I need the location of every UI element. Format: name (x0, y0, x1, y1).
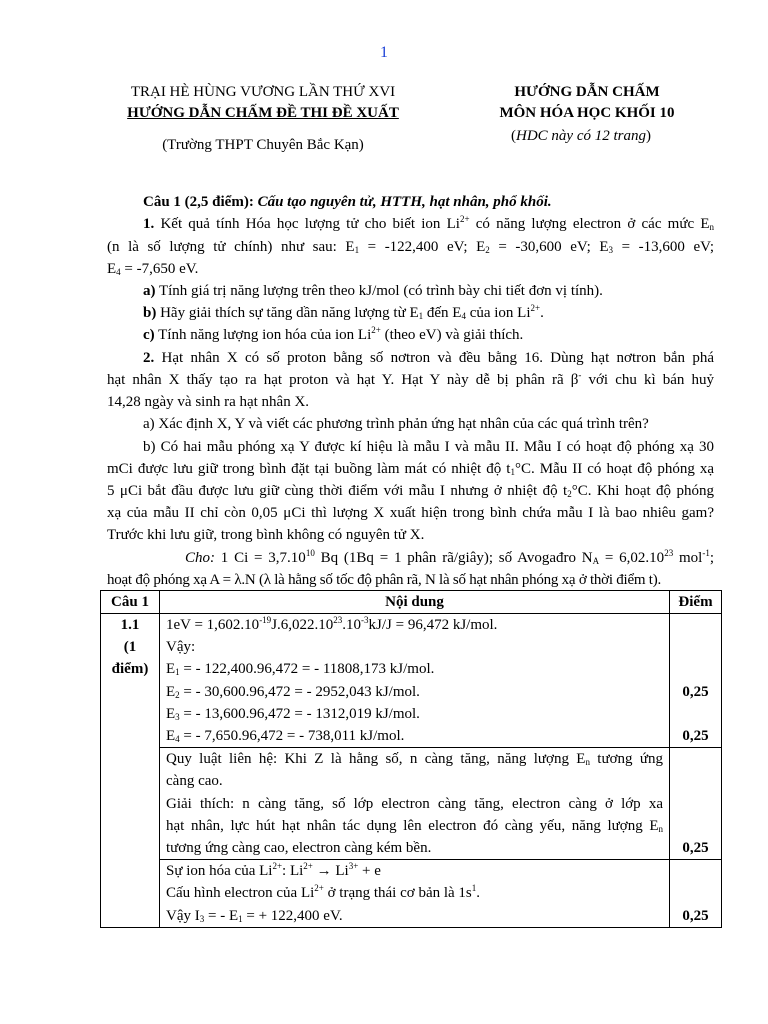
header-right (462, 82, 712, 147)
score-value: 0,25 (682, 839, 709, 856)
header-page-count: (HDC này có 12 trang) (511, 128, 651, 144)
q1-intro-line3: $E_4 = -7,650$ eV. (107, 261, 199, 277)
q1-part-b: b) Hãy giải thích sự tăng dần năng lượng từ $E_1$ đến $E_4$ của ion $Li^{2+}$. (143, 303, 544, 321)
content-line: $E_3$ = - 13,600.96,472 = - 1312,019 kJ/mol. (166, 705, 420, 722)
q2-part-b-line1: b) Có hai mẫu phóng xạ Y được kí hiệu là mẫu I và mẫu II. Mẫu I có hoạt độ phóng xạ 30 (143, 439, 714, 455)
header-subject: MÔN HÓA HỌC KHỐI 10 (499, 105, 675, 121)
given-constants-line1: Cho: 1 $Ci = 3,7.10^{10}$ Bq (1Bq = 1 phân rã/giây); số Avogađro $N_A = 6,02.10^{23}$ mol$^{-1}$; (185, 548, 714, 566)
table-row (101, 860, 722, 928)
content-line: $E_2$ = - 30,600.96,472 = - 2952,043 kJ/mol. (166, 683, 420, 700)
content-line: tương ứng càng cao, electron càng kém bền. (166, 840, 432, 857)
header-score: Điểm (670, 591, 722, 614)
content-line: $1eV = 1,602.10^{-19}J.6,022.10^{23}.10^{-3}kJ/J = 96,472$ kJ/mol. (166, 615, 498, 633)
given-constants-line2: hoạt độ phóng xạ A = λ.N (λ là hằng số tốc độ phân rã, N là số hạt nhân phóng xạ ở thời điểm t). (107, 572, 661, 588)
table-row (101, 614, 722, 748)
header-left (108, 82, 418, 156)
content-cell-1 (160, 614, 670, 748)
header-question: Câu 1 (101, 591, 160, 614)
row-label-num: 1.1 (120, 617, 140, 633)
q1-part-a: a) Tính giá trị năng lượng trên theo kJ/mol (có trình bày chi tiết đơn vị tính). (143, 283, 603, 299)
score-cell-3 (670, 860, 722, 928)
content-line: $E_4$ = - 7,650.96,472 = - 738,011 kJ/mol. (166, 728, 405, 745)
row-label-unit: điểm) (111, 661, 149, 678)
header-guide-title: HƯỚNG DẪN CHẤM (514, 84, 660, 100)
score-cell-2 (670, 748, 722, 860)
content-cell-3 (160, 860, 670, 928)
content-line: Vậy $I_3$ = - $E_1$ = + 122,400 eV. (166, 907, 343, 924)
q2-line1: 2. Hạt nhân X có số proton bằng số nơtron và đều bằng 16. Dùng hạt nơtron bắn phá (143, 350, 714, 366)
q2-part-b-line4: xạ của mẫu II chỉ còn 0,05 μCi thì lượng X xuất hiện trong bình chứa mẫu I là bao nhiêu gam? (107, 505, 714, 521)
content-line: Sự ion hóa của $Li^{2+}$: $Li^{2+} \to Li^{3+} + e$ (166, 861, 381, 880)
page-number: 1 (380, 44, 388, 61)
header-doc-title: HƯỚNG DẪN CHẤM ĐỀ THI ĐỀ XUẤT (127, 105, 399, 121)
header-content: Nội dung (160, 591, 670, 614)
question-title: Câu 1 (2,5 điểm): Cấu tạo nguyên tử, HTTH, hạt nhân, phổ khối. (143, 194, 552, 210)
table-header-row (101, 591, 722, 614)
q2-line3: 14,28 ngày và sinh ra hạt nhân X. (107, 394, 310, 410)
q2-part-a: a) Xác định X, Y và viết các phương trình phản ứng hạt nhân của các quá trình trên? (143, 416, 649, 432)
content-line: $E_1$ = - 122,400.96,472 = - 11808,173 kJ/mol. (166, 661, 435, 678)
content-line: Vậy: (166, 639, 196, 656)
score-value: 0,25 (682, 727, 709, 744)
content-line: càng cao. (166, 773, 223, 790)
content-cell-2 (160, 748, 670, 860)
content-line: hạt nhân, lực hút hạt nhân tác dụng lên electron đó càng yếu, năng lượng $E_n$ (166, 817, 663, 834)
q2-line2: hạt nhân X thấy tạo ra hạt proton và hạt Y. Hạt Y này dễ bị phân rã β- với chu kì bán huỷ (107, 370, 714, 388)
q1-part-c: c) Tính năng lượng ion hóa của ion $Li^{2+}$ (theo eV) và giải thích. (143, 325, 524, 343)
header-camp-title: TRẠI HÈ HÙNG VƯƠNG LẦN THỨ XVI (130, 84, 396, 100)
score-cell-1 (670, 614, 722, 748)
q2-part-b-line5: Trước khi lưu giữ, trong bình không có nguyên tử X. (107, 527, 425, 543)
table-row (101, 748, 722, 860)
q2-part-b-line3: 5 μCi bắt đầu được lưu giữ cùng thời điểm với mẫu I nhưng ở nhiệt độ $t_2^\circ C$. Khi hoạt độ phóng (107, 483, 714, 499)
q1-intro-line1: 1. Kết quả tính Hóa học lượng tử cho biết ion $Li^{2+}$ có năng lượng electron ở các mức $E_n$ (143, 214, 714, 232)
header-school: (Trường THPT Chuyên Bắc Kạn) (162, 137, 364, 153)
row-label-1-1 (101, 614, 160, 928)
score-value: 0,25 (682, 683, 709, 700)
q1-intro-line2: (n là số lượng tử chính) như sau: $E_1 = -122,400$ eV; $E_2 = -30,600$ eV; $E_3 = -13,600$ eV; (107, 239, 714, 255)
content-line: Quy luật liên hệ: Khi Z là hằng số, n càng tăng, năng lượng $E_n$ tương ứng (166, 751, 663, 768)
answer-table (100, 590, 722, 928)
content-line: Cấu hình electron của $Li^{2+}$ ở trạng thái cơ bản là $1s^1$. (166, 883, 481, 902)
row-label-points: (1 (123, 639, 137, 656)
score-value: 0,25 (682, 907, 709, 924)
q2-part-b-line2: mCi được lưu giữ trong bình đặt tại buồng làm mát có nhiệt độ $t_1^\circ C$. Mẫu II có hoạt độ phóng xạ (107, 461, 714, 477)
content-line: Giải thích: n càng tăng, số lớp electron càng tăng, electron càng ở lớp xa (166, 795, 663, 812)
